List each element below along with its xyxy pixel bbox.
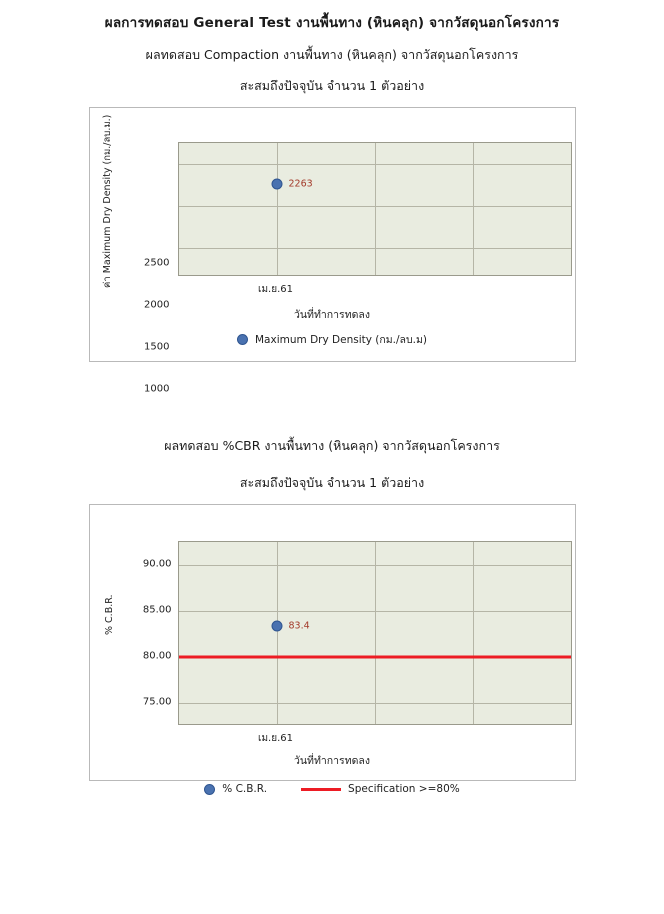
chart1-legend-item-mdd[interactable] [237, 331, 427, 348]
chart1-gridline-v3 [473, 143, 474, 275]
chart1-ytick-1000: 1000 [144, 383, 170, 395]
chart2-gridline-v3 [473, 542, 474, 724]
section2-subtitle: ผลทดสอบ %CBR งานพื้นทาง (หินคลุก) จากวัสดุนอกโครงการ [164, 438, 500, 453]
circle-marker-icon [204, 784, 215, 795]
chart2-x-axis-label: วันที่ทำการทดลง [293, 755, 370, 767]
circle-marker-icon [237, 334, 248, 345]
compaction-chart-container [89, 107, 576, 395]
chart2-legend-item-cbr[interactable] [204, 783, 267, 795]
chart2-ytick-85: 85.00 [142, 604, 172, 616]
chart2-ytick-90: 90.00 [142, 558, 172, 570]
chart1-data-point[interactable] [271, 179, 282, 190]
cbr-chart-container [89, 504, 576, 795]
chart2-specification-line [179, 656, 571, 659]
chart2-ytick-80: 80.00 [142, 650, 172, 662]
page-title: ผลการทดสอบ General Test งานพื้นทาง (หินคลุก) จากวัสดุนอกโครงการ [104, 15, 560, 31]
section1-subtitle: ผลทดสอบ Compaction งานพื้นทาง (หินคลุก) จากวัสดุนอกโครงการ [145, 47, 519, 62]
chart2-data-point[interactable] [271, 621, 282, 632]
chart1-data-label: 2263 [288, 178, 313, 190]
chart1-ytick-2000: 2000 [144, 299, 170, 311]
chart2-xtick: เม.ย.61 [258, 733, 293, 744]
chart2-legend-label-spec: Specification >=80% [348, 783, 460, 795]
chart2-gridline-v2 [375, 542, 376, 724]
chart2-data-label: 83.4 [288, 620, 310, 632]
chart1-gridline-v2 [375, 143, 376, 275]
chart2-gridline-v1 [277, 542, 278, 724]
section1-subtitle-2: สะสมถึงปัจจุบัน จำนวน 1 ตัวอย่าง [239, 78, 425, 93]
chart1-legend-label: Maximum Dry Density (กม./ลบ.ม) [255, 334, 427, 346]
chart2-legend-item-spec[interactable] [301, 783, 460, 795]
chart1-ytick-2500: 2500 [144, 257, 170, 269]
chart2-legend-label-cbr: % C.B.R. [222, 783, 268, 795]
chart1-y-axis-label: ค่า Maximum Dry Density (กม./ลบ.ม.) [101, 114, 113, 288]
line-marker-icon [301, 788, 341, 791]
chart1-ytick-1500: 1500 [144, 341, 170, 353]
chart2-plot-area [178, 541, 572, 725]
chart1-xtick: เม.ย.61 [258, 284, 293, 295]
chart2-legend [90, 783, 575, 795]
chart1-x-axis-label: วันที่ทำการทดลง [293, 309, 370, 321]
chart2-ytick-75: 75.00 [142, 696, 172, 708]
chart1-legend [90, 331, 575, 348]
chart1-gridline-v1 [277, 143, 278, 275]
section2-subtitle-2: สะสมถึงปัจจุบัน จำนวน 1 ตัวอย่าง [239, 475, 425, 490]
chart2-y-axis-label: % C.B.R. [103, 594, 115, 636]
chart1-plot-area [178, 142, 572, 276]
page [0, 11, 664, 914]
